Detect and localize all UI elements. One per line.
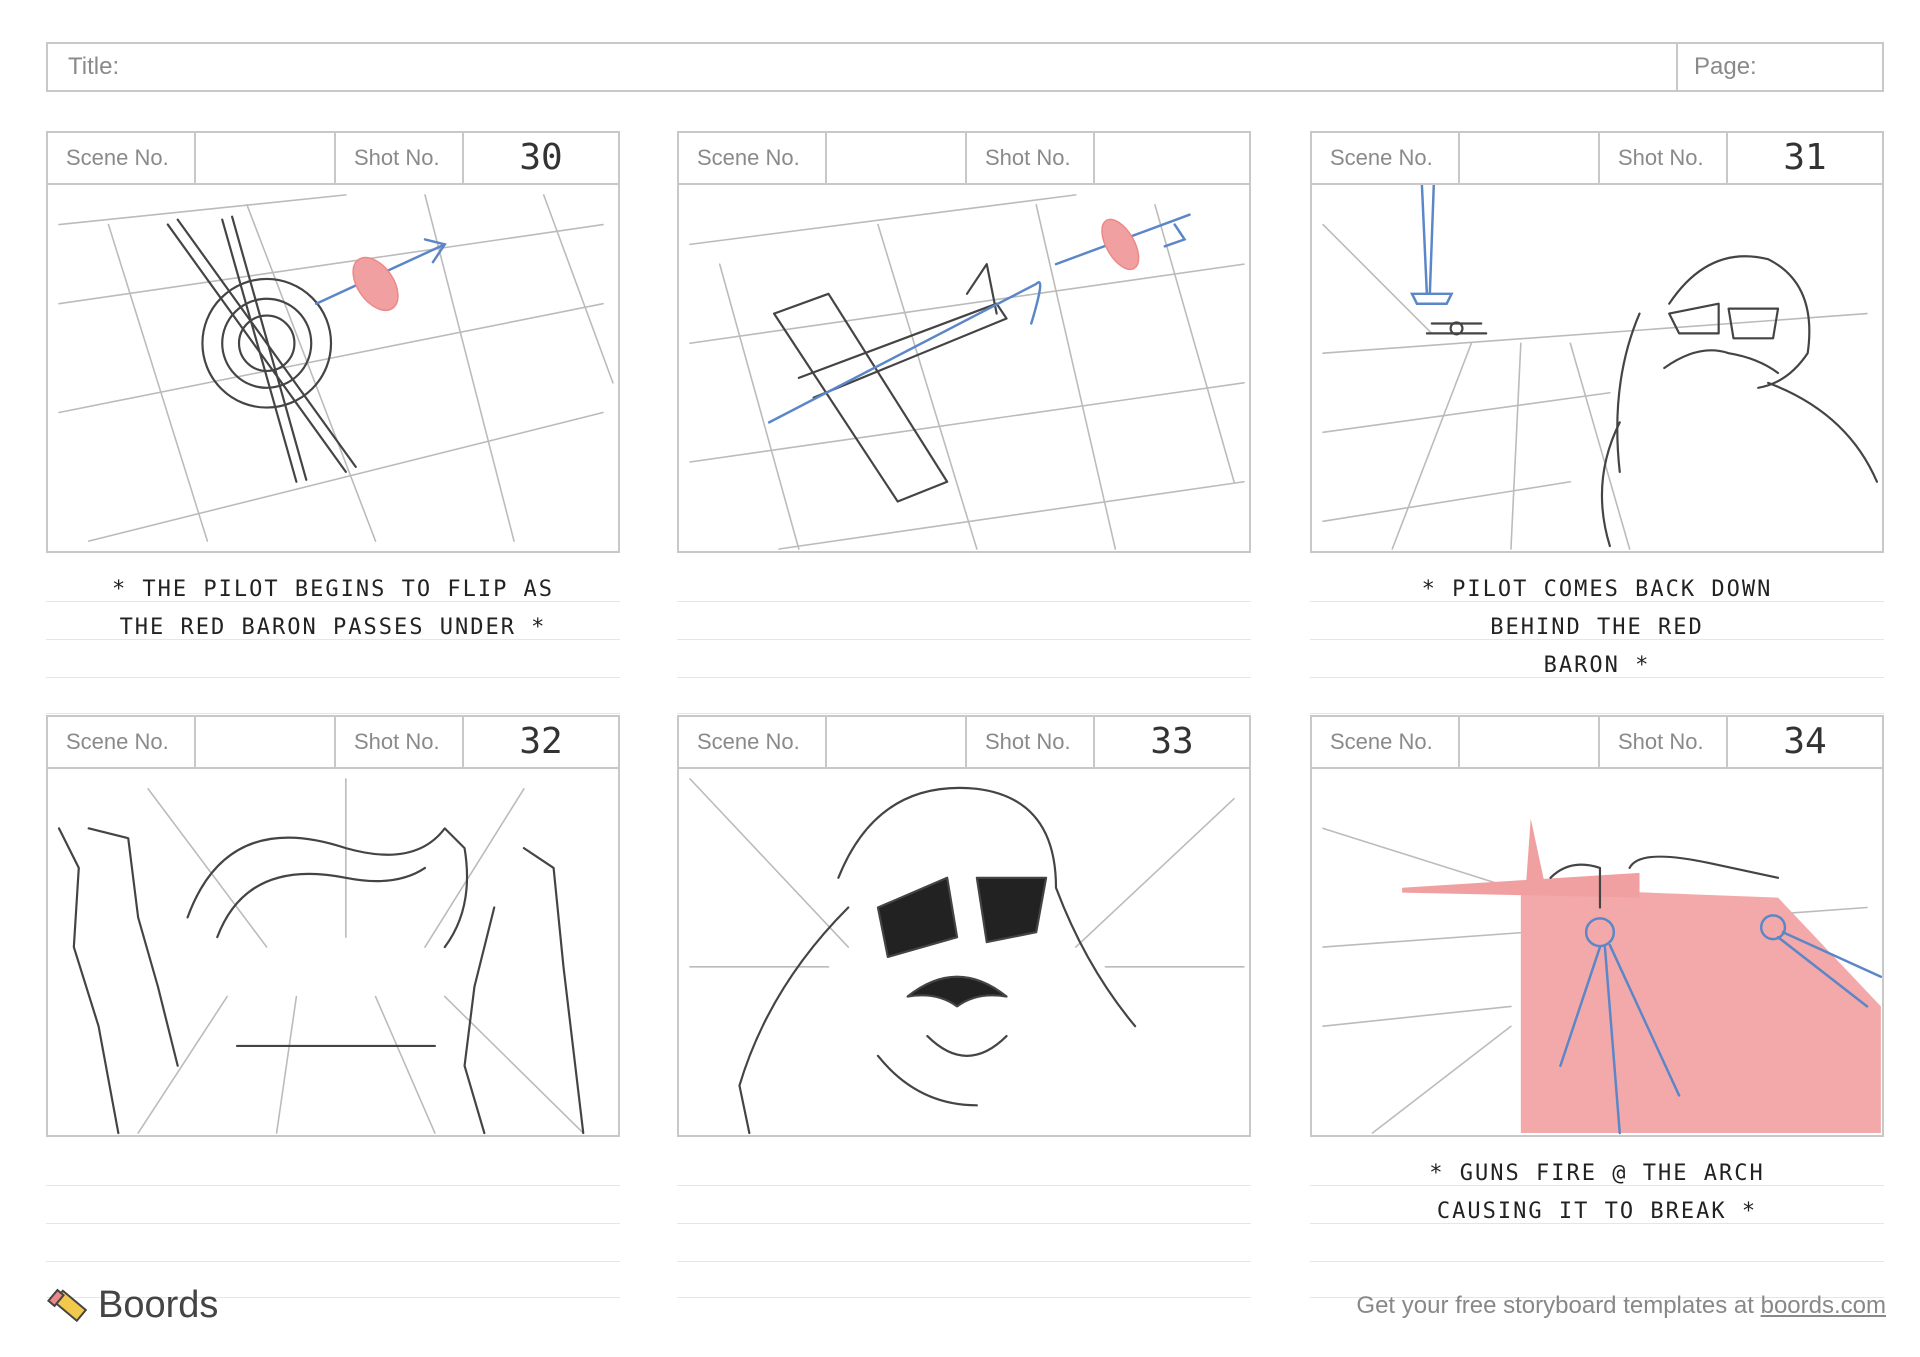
storyboard-panel-5 bbox=[677, 715, 1251, 1299]
footer-promo bbox=[1356, 1292, 1886, 1320]
shot-label: Shot No. bbox=[967, 133, 1095, 183]
scene-number-field[interactable] bbox=[196, 717, 336, 767]
boords-logo[interactable] bbox=[46, 1284, 218, 1327]
scene-number-field[interactable] bbox=[1460, 717, 1600, 767]
guns-firing-sketch bbox=[1312, 769, 1882, 1135]
panel-header bbox=[46, 131, 620, 183]
shot-label: Shot No. bbox=[967, 717, 1095, 767]
notes-area bbox=[677, 553, 1251, 715]
sketch-frame bbox=[46, 183, 620, 553]
scene-label: Scene No. bbox=[679, 133, 827, 183]
pencil-icon bbox=[46, 1285, 88, 1327]
shot-label: Shot No. bbox=[336, 133, 464, 183]
scene-label: Scene No. bbox=[679, 717, 827, 767]
page-field[interactable]: Page: bbox=[1694, 53, 1757, 80]
promo-link[interactable]: boords.com bbox=[1760, 1292, 1886, 1319]
shot-number-field[interactable]: 34 bbox=[1783, 721, 1827, 762]
scene-number-field[interactable] bbox=[827, 717, 967, 767]
panel-caption: * THE PILOT BEGINS TO FLIP AS THE RED BARON PASSES UNDER * bbox=[111, 577, 555, 640]
storyboard-panel-2 bbox=[677, 131, 1251, 715]
panel-caption: * PILOT COMES BACK DOWN BEHIND THE RED BARON * bbox=[1421, 577, 1773, 678]
sketch-frame bbox=[1310, 767, 1884, 1137]
notes-area bbox=[677, 1137, 1251, 1299]
shot-label: Shot No. bbox=[1600, 133, 1728, 183]
biplane-flip-sketch bbox=[48, 185, 618, 551]
storyboard-panel-4 bbox=[46, 715, 620, 1299]
notes-area bbox=[46, 1137, 620, 1299]
title-bar bbox=[46, 42, 1884, 92]
panel-header bbox=[1310, 715, 1884, 767]
storyboard-panel-3 bbox=[1310, 131, 1884, 715]
logo-text: Boords bbox=[98, 1284, 219, 1326]
sketch-frame bbox=[677, 183, 1251, 553]
notes-area bbox=[1310, 553, 1884, 715]
title-field[interactable]: Title: bbox=[48, 44, 1678, 90]
shot-number-field[interactable] bbox=[1095, 133, 1249, 183]
sketch-frame bbox=[677, 767, 1251, 1137]
shot-label: Shot No. bbox=[1600, 717, 1728, 767]
scene-number-field[interactable] bbox=[1460, 133, 1600, 183]
panel-header bbox=[46, 715, 620, 767]
shot-number-field[interactable]: 31 bbox=[1783, 137, 1827, 178]
scene-number-field[interactable] bbox=[827, 133, 967, 183]
scene-label: Scene No. bbox=[1312, 133, 1460, 183]
pilot-goggles-sketch bbox=[679, 769, 1249, 1135]
shot-number-field[interactable]: 33 bbox=[1150, 721, 1194, 762]
notes-area bbox=[46, 553, 620, 715]
shot-label: Shot No. bbox=[336, 717, 464, 767]
shot-number-field[interactable]: 30 bbox=[519, 137, 563, 178]
storyboard-panel-1 bbox=[46, 131, 620, 715]
panel-header bbox=[677, 131, 1251, 183]
panel-header bbox=[1310, 131, 1884, 183]
sketch-frame bbox=[46, 767, 620, 1137]
panel-caption: * GUNS FIRE @ THE ARCH CAUSING IT TO BREAK * bbox=[1429, 1161, 1765, 1224]
scene-label: Scene No. bbox=[48, 717, 196, 767]
pilot-closeup-sketch bbox=[1312, 185, 1882, 551]
storyboard-panel-6 bbox=[1310, 715, 1884, 1299]
canyon-arch-sketch bbox=[48, 769, 618, 1135]
scene-label: Scene No. bbox=[48, 133, 196, 183]
scene-label: Scene No. bbox=[1312, 717, 1460, 767]
panel-header bbox=[677, 715, 1251, 767]
scene-number-field[interactable] bbox=[196, 133, 336, 183]
promo-text: Get your free storyboard templates at bbox=[1356, 1292, 1761, 1319]
biplane-chase-sketch bbox=[679, 185, 1249, 551]
notes-area bbox=[1310, 1137, 1884, 1299]
sketch-frame bbox=[1310, 183, 1884, 553]
shot-number-field[interactable]: 32 bbox=[519, 721, 563, 762]
